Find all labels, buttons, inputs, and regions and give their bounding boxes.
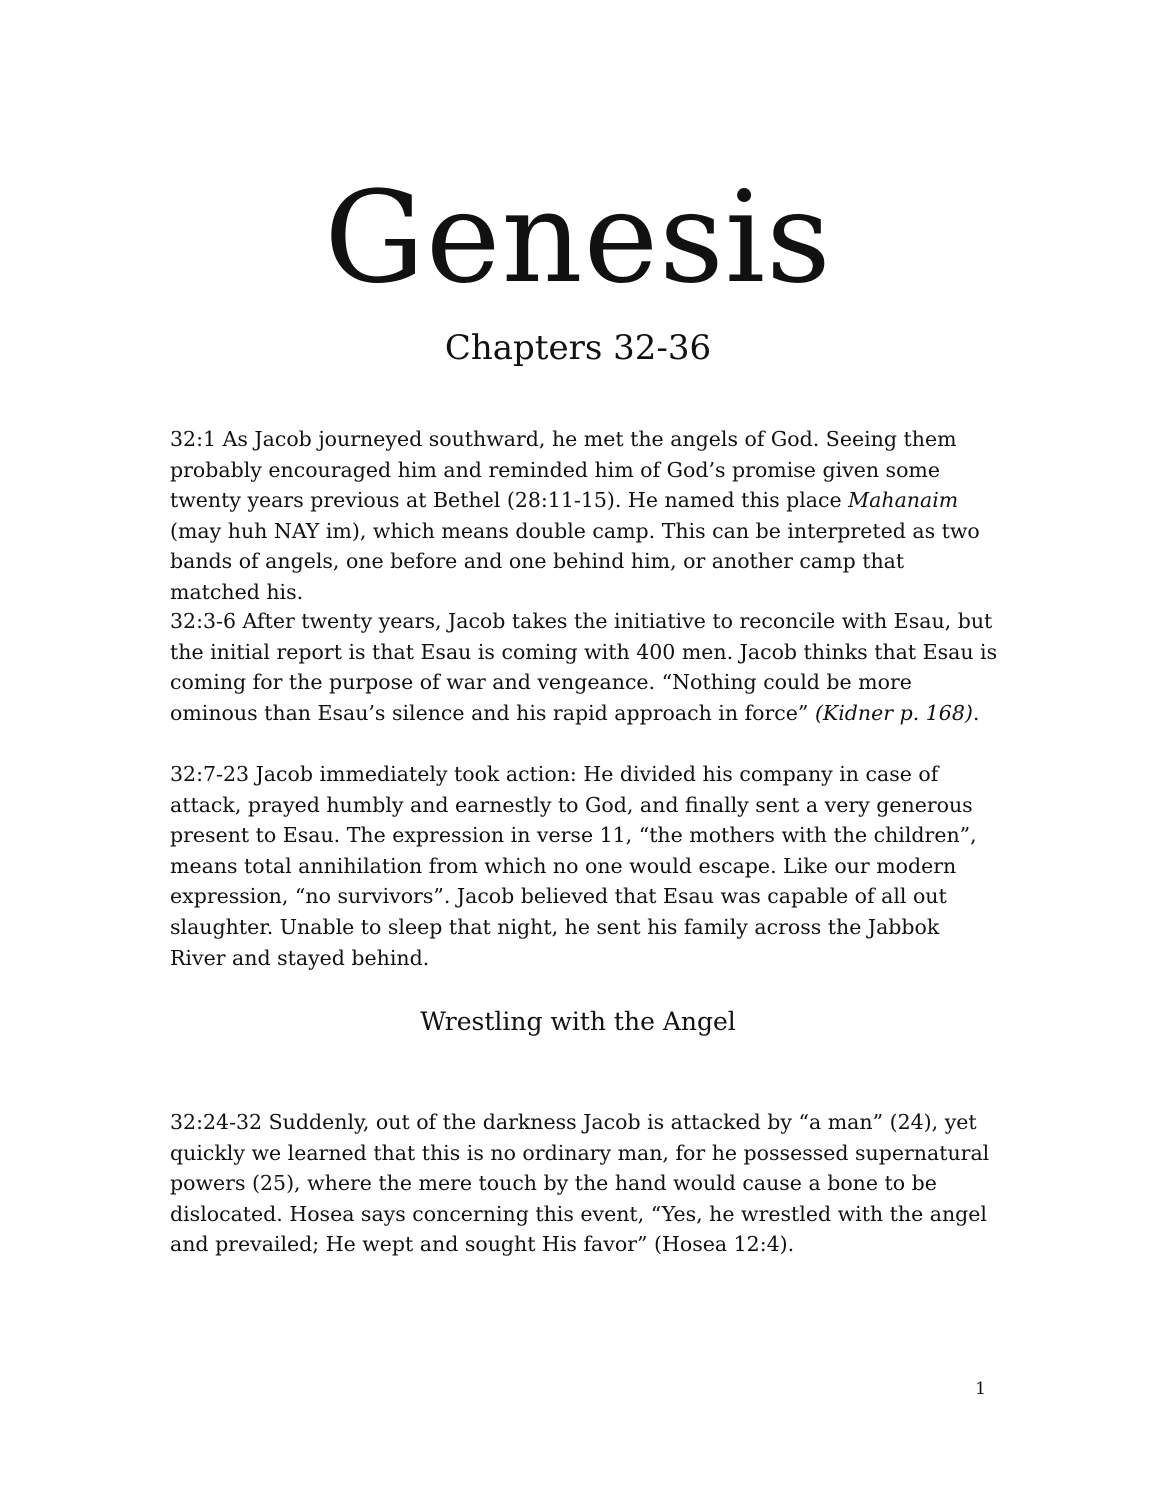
paragraph-text: Jacob immediately took action: He divided his company in case of attack, prayed humbly and earnestly to God, and finally sent a very generous present to Esau. The expression in verse 11, “the mothers with the children”, means total annihilation from which no one would escape. Like our modern expression, “no survivors”. Jacob believed that Esau was capable of all out slaughter. Unable to sleep that night, he sent his family across the Jabbok River and stayed behind. xyxy=(170,762,977,970)
document-title: Genesis xyxy=(324,164,832,311)
page-number: 1 xyxy=(975,1379,986,1399)
paragraph-text: After twenty years, Jacob takes the initiative to reconcile with Esau, but the initial report is that Esau is coming with 400 men. Jacob thinks that Esau is coming for the purpose of war and vengeance. “Nothing could be more ominous than Esau’s silence and his rapid approach in force” xyxy=(170,609,998,725)
paragraph-32-3-6 xyxy=(170,606,1000,728)
verse-reference: 32:7-23 xyxy=(170,762,250,786)
verse-reference: 32:1 xyxy=(170,427,217,451)
paragraph-32-1 xyxy=(170,424,1000,608)
paragraph-end: . xyxy=(972,700,980,725)
verse-reference: 32:3-6 xyxy=(170,609,237,633)
verse-reference: 32:24-32 xyxy=(170,1110,263,1134)
document-subtitle: Chapters 32-36 xyxy=(444,328,712,368)
section-heading: Wrestling with the Angel xyxy=(420,1007,736,1036)
paragraph-text-continued: (may huh NAY im), which means double camp. This can be interpreted as two bands of angels, one before and one behind him, or another camp that matched his. xyxy=(170,518,980,604)
paragraph-text: Suddenly, out of the darkness Jacob is attacked by “a man” (24), yet quickly we learned that this is no ordinary man, for he possessed supernatural powers (25), where the mere touch by the hand would cause a bone to be dislocated. Hosea says concerning this event, “Yes, he wrestled with the angel and prevailed; He wept and sought His favor” (Hosea 12:4). xyxy=(170,1110,990,1257)
citation: (Kidner p. 168) xyxy=(814,700,973,725)
paragraph-32-24-32 xyxy=(170,1107,1000,1260)
paragraph-text: As Jacob journeyed southward, he met the angels of God. Seeing them probably encouraged him and reminded him of God’s promise given some twenty years previous at Bethel (28:11-15). He named this place xyxy=(170,427,957,513)
paragraph-32-7-23 xyxy=(170,759,1000,973)
italic-term: Mahanaim xyxy=(848,488,959,513)
